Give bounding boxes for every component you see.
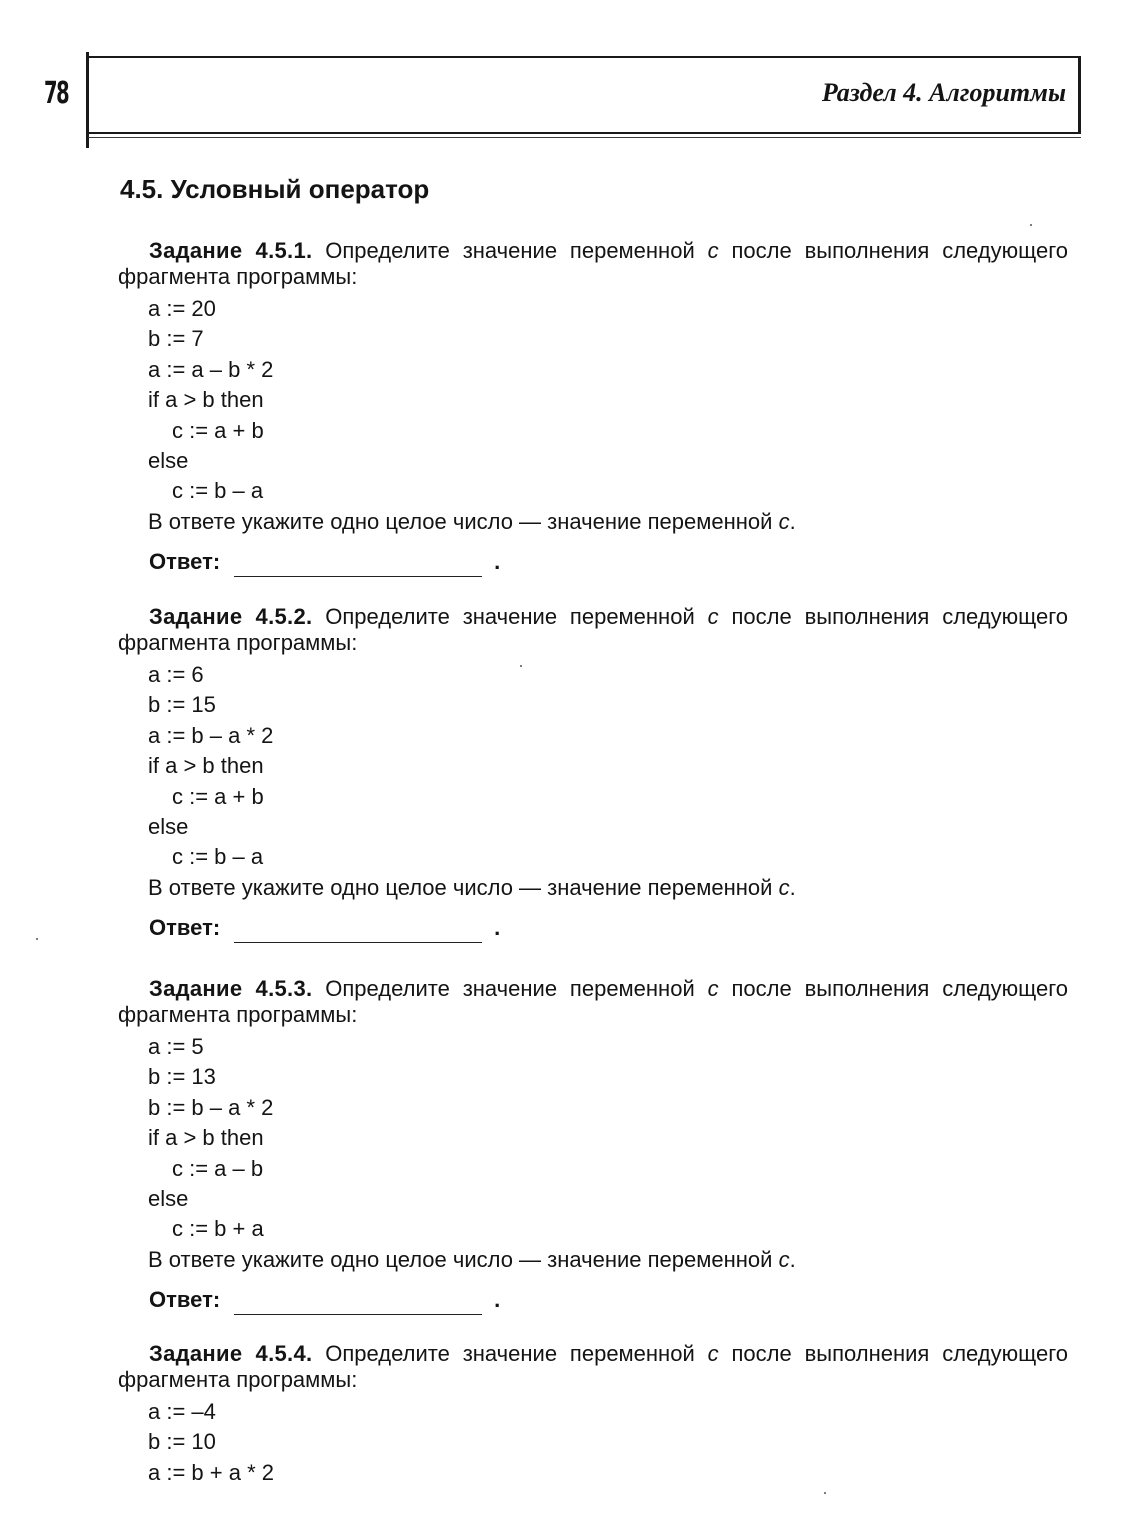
answer-row xyxy=(149,1285,1068,1315)
page-number: 78 xyxy=(44,76,69,111)
running-header xyxy=(88,56,1081,134)
code-line: c := a + b xyxy=(172,417,264,443)
scan-speck xyxy=(520,665,522,667)
code-line: b := 15 xyxy=(148,692,216,718)
code-line: a := 20 xyxy=(148,296,216,321)
task-title: Задание 4.5.3. xyxy=(149,976,313,1001)
code-line: c := a + b xyxy=(172,783,264,809)
code-line: if a > b then xyxy=(148,753,264,779)
answer-row xyxy=(149,913,1068,943)
code-fragment xyxy=(148,1397,1068,1488)
code-line: a := b + a * 2 xyxy=(148,1459,274,1485)
task-question: Определите значение переменной c после выполнения следующего фрагмента программы: xyxy=(118,1341,1068,1392)
code-line: a := a – b * 2 xyxy=(148,356,274,382)
answer-period: . xyxy=(494,914,501,940)
answer-blank[interactable] xyxy=(234,920,482,943)
code-fragment xyxy=(148,1032,1068,1245)
task-intro xyxy=(118,604,1068,656)
scan-speck xyxy=(36,938,38,940)
section-title: Раздел 4. Алгоритмы xyxy=(821,78,1066,107)
answer-label: Ответ: xyxy=(149,1286,221,1312)
answer-period: . xyxy=(494,548,501,574)
code-line: if a > b then xyxy=(148,387,264,413)
code-line: b := 7 xyxy=(148,326,204,352)
answer-instruction: В ответе укажите одно целое число — значение переменной c. xyxy=(148,874,796,900)
answer-blank[interactable] xyxy=(234,1292,482,1315)
answer-row xyxy=(149,547,1068,577)
code-line: b := b – a * 2 xyxy=(148,1094,274,1120)
code-line: if a > b then xyxy=(148,1125,264,1151)
code-line: a := 5 xyxy=(148,1034,204,1059)
code-line: b := 10 xyxy=(148,1429,216,1455)
answer-blank[interactable] xyxy=(234,554,482,577)
answer-label: Ответ: xyxy=(149,914,221,940)
code-line: c := a – b xyxy=(172,1155,264,1181)
code-line: b := 13 xyxy=(148,1064,216,1090)
task-question: Определите значение переменной c после выполнения следующего фрагмента программы: xyxy=(118,604,1068,655)
task-title: Задание 4.5.1. xyxy=(149,238,313,263)
code-line: else xyxy=(148,813,189,839)
code-line: else xyxy=(148,1185,189,1211)
section-heading: 4.5. Условный оператор xyxy=(120,174,430,204)
code-line: a := 6 xyxy=(148,662,204,687)
answer-label: Ответ: xyxy=(149,548,221,574)
code-line: c := b + a xyxy=(172,1216,264,1242)
scan-speck xyxy=(1030,224,1032,226)
task-intro xyxy=(118,976,1068,1028)
code-fragment xyxy=(148,660,1068,873)
answer-period: . xyxy=(494,1286,501,1312)
code-line: a := b – a * 2 xyxy=(148,722,274,748)
task-4-5-2 xyxy=(118,604,1068,943)
task-question: Определите значение переменной c после выполнения следующего фрагмента программы: xyxy=(118,238,1068,289)
task-title: Задание 4.5.2. xyxy=(149,604,313,629)
answer-instruction: В ответе укажите одно целое число — значение переменной c. xyxy=(148,1246,796,1272)
code-line: c := b – a xyxy=(172,478,264,504)
code-line: c := b – a xyxy=(172,844,264,870)
answer-instruction: В ответе укажите одно целое число — значение переменной c. xyxy=(148,508,796,534)
scan-speck xyxy=(824,1492,826,1494)
task-question: Определите значение переменной c после выполнения следующего фрагмента программы: xyxy=(118,976,1068,1027)
code-fragment xyxy=(148,294,1068,507)
task-4-5-4 xyxy=(118,1341,1068,1488)
task-title: Задание 4.5.4. xyxy=(149,1341,313,1366)
task-intro xyxy=(118,1341,1068,1393)
task-4-5-1 xyxy=(118,238,1068,577)
code-line: a := –4 xyxy=(148,1399,216,1424)
code-line: else xyxy=(148,447,189,473)
task-4-5-3 xyxy=(118,976,1068,1315)
task-intro xyxy=(118,238,1068,290)
